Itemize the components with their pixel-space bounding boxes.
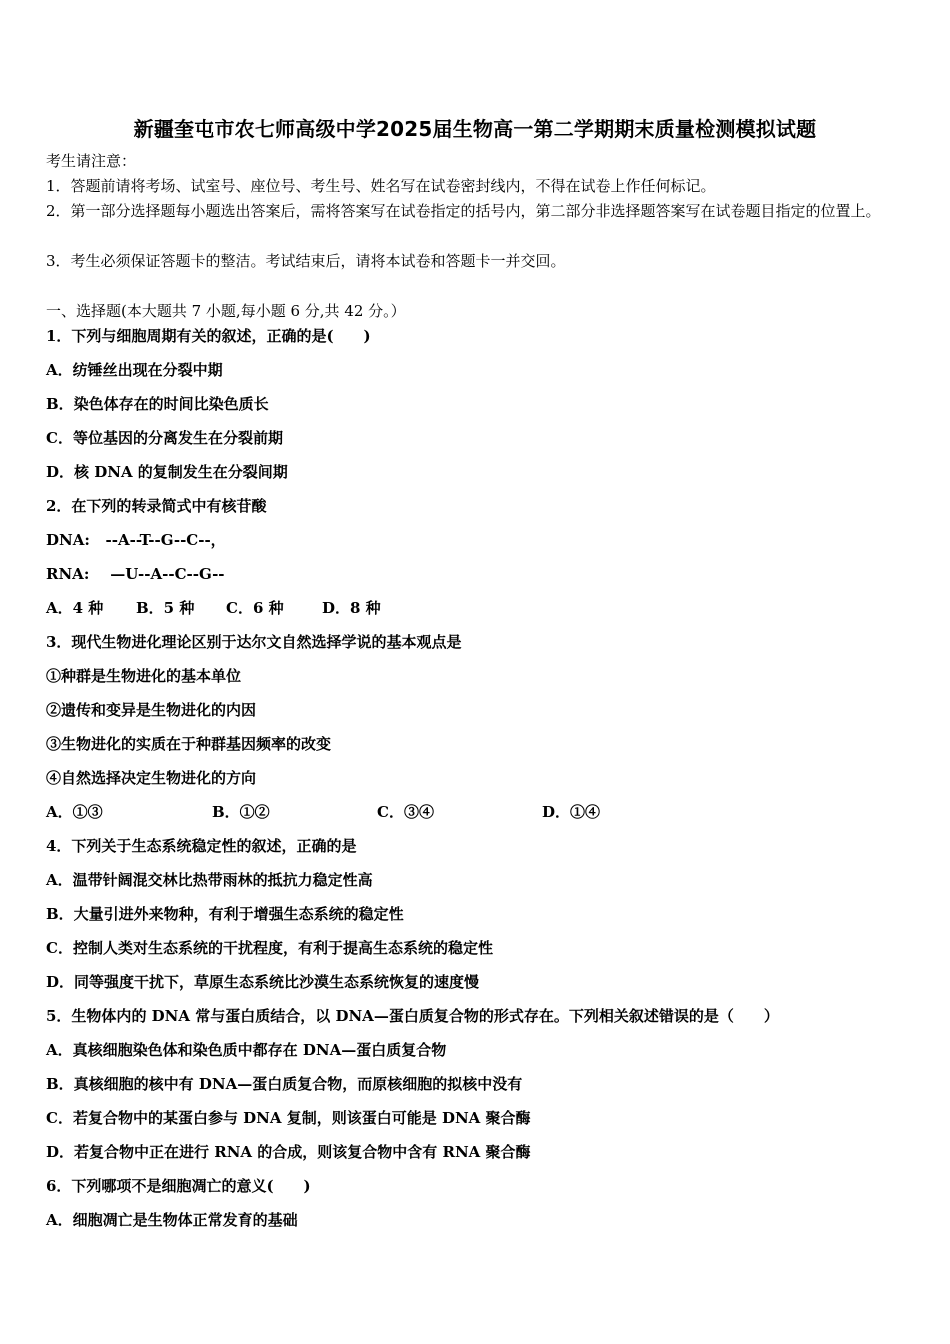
question-4-option-a: A．温带针阔混交林比热带雨林的抵抗力稳定性高 [46,871,373,889]
question-3-options [46,801,646,823]
question-6-stem: 6．下列哪项不是细胞凋亡的意义( ) [46,1177,311,1195]
question-3-option-d: D．①④ [542,803,601,821]
exam-title: 新疆奎屯市农七师高级中学2025届生物高一第二学期期末质量检测模拟试题 [133,117,817,141]
question-4-option-d: D．同等强度干扰下，草原生态系统比沙漠生态系统恢复的速度慢 [46,973,480,991]
question-3-option-a: A．①③ [46,803,103,821]
question-3-option-b: B．①② [212,803,270,821]
question-5-option-a: A．真核细胞染色体和染色质中都存在 DNA—蛋白质复合物 [46,1041,447,1059]
question-5-option-d: D．若复合物中正在进行 RNA 的合成，则该复合物中含有 RNA 聚合酶 [46,1143,531,1161]
notice-item-3: 3．考生必须保证答题卡的整洁。考试结束后，请将本试卷和答题卡一并交回。 [46,252,566,270]
question-2-stem: 2．在下列的转录简式中有核苷酸 [46,497,267,515]
question-1-option-d: D．核 DNA 的复制发生在分裂间期 [46,463,288,481]
section-heading: 一、选择题(本大题共 7 小题,每小题 6 分,共 42 分。） [46,302,406,320]
question-2-option-d: D．8 种 [322,599,381,617]
question-4-option-b: B．大量引进外来物种，有利于增强生态系统的稳定性 [46,905,404,923]
question-3-statement-1: ①种群是生物进化的基本单位 [46,667,242,685]
question-2-rna-strand: RNA: —U--A--C--G-- [46,565,225,583]
question-2-option-c: C．6 种 [226,599,284,617]
question-3-stem: 3．现代生物进化理论区别于达尔文自然选择学说的基本观点是 [46,633,462,651]
notice-item-1: 1．答题前请将考场、试室号、座位号、考生号、姓名写在试卷密封线内，不得在试卷上作任何标记。 [46,177,716,195]
question-5-stem: 5．生物体内的 DNA 常与蛋白质结合，以 DNA—蛋白质复合物的形式存在。下列相关叙述错误的是（ ） [46,1007,779,1025]
question-1-option-c: C．等位基因的分离发生在分裂前期 [46,429,283,447]
question-3-option-c: C．③④ [377,803,434,821]
question-1-option-a: A．纺锤丝出现在分裂中期 [46,361,223,379]
question-3-statement-2: ②遗传和变异是生物进化的内因 [46,701,257,719]
question-2-option-b: B．5 种 [136,599,195,617]
question-6-option-a: A．细胞凋亡是生物体正常发育的基础 [46,1211,298,1229]
notice-item-2: 2．第一部分选择题每小题选出答案后，需将答案写在试卷指定的括号内，第二部分非选择题答案写在试卷题目指定的位置上。 [46,202,881,220]
notice-heading: 考生请注意： [46,152,137,170]
question-5-option-c: C．若复合物中的某蛋白参与 DNA 复制，则该蛋白可能是 DNA 聚合酶 [46,1109,531,1127]
question-4-stem: 4．下列关于生态系统稳定性的叙述，正确的是 [46,837,357,855]
question-1-stem: 1．下列与细胞周期有关的叙述，正确的是( ) [46,327,371,345]
question-2-option-a: A．4 种 [46,599,104,617]
question-3-statement-3: ③生物进化的实质在于种群基因频率的改变 [46,735,332,753]
question-2-dna-strand: DNA: --A--T--G--C--， [46,531,226,549]
question-4-option-c: C．控制人类对生态系统的干扰程度，有利于提高生态系统的稳定性 [46,939,493,957]
question-1-option-b: B．染色体存在的时间比染色质长 [46,395,269,413]
question-3-statement-4: ④自然选择决定生物进化的方向 [46,769,257,787]
question-5-option-b: B．真核细胞的核中有 DNA—蛋白质复合物，而原核细胞的拟核中没有 [46,1075,523,1093]
question-2-options [46,597,446,619]
